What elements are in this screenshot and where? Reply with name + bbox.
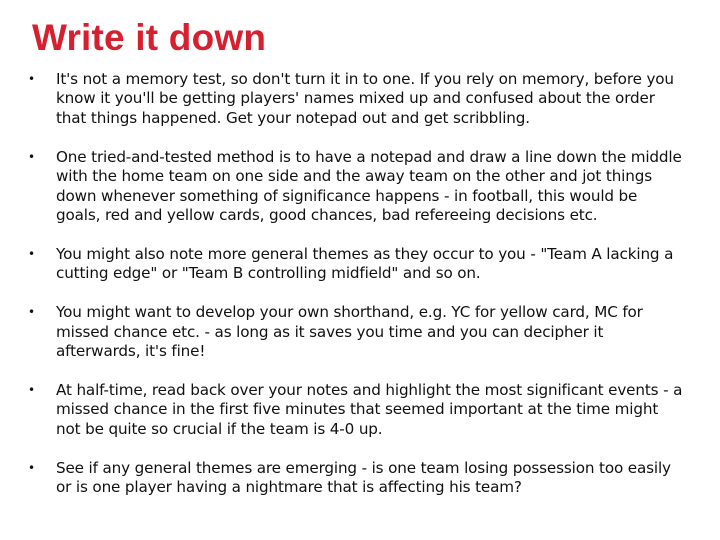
slide-title: Write it down [32,17,267,58]
bullet-text: One tried-and-tested method is to have a notepad and draw a line down the middle with the home team on one side and the away team on the other and jot things down whenever something of significance happens - in football, this would be goals, red and yellow cards, good chances, bad refereeing decisions etc. [56,147,682,224]
bullet-dot-icon: • [28,72,35,86]
bullet-dot-icon: • [28,246,35,261]
bullet-item [0,459,720,498]
bullet-dot-icon: • [28,149,35,164]
bullet-dot-icon: • [28,460,35,475]
bullet-dot-icon: • [28,382,35,397]
bullet-text: See if any general themes are emerging - is one team losing possession too easily or is one player having a nightmare that is affecting his team? [56,458,671,496]
bullet-text: At half-time, read back over your notes and highlight the most significant events - a missed chance in the first five minutes that seemed important at the time might not be quite so crucial if the team is 4-0 up. [56,380,683,438]
bullet-item [0,245,720,284]
bullet-item [0,148,720,226]
bullet-list [0,70,720,517]
bullet-dot-icon: • [28,305,35,320]
bullet-item [0,303,720,361]
bullet-item [0,70,720,128]
bullet-text: It's not a memory test, so don't turn it in to one. If you rely on memory, before you know it you'll be getting players' names mixed up and confused about the order that things happened. Get your notepad out and get scribbling. [56,70,674,127]
bullet-item [0,381,720,439]
bullet-text: You might also note more general themes as they occur to you - "Team A lacking a cutting edge" or "Team B controlling midfield" and so on. [56,244,674,283]
bullet-text: You might want to develop your own shorthand, e.g. YC for yellow card, MC for missed chance etc. - as long as it saves you time and you can decipher it afterwards, it's fine! [56,303,643,360]
